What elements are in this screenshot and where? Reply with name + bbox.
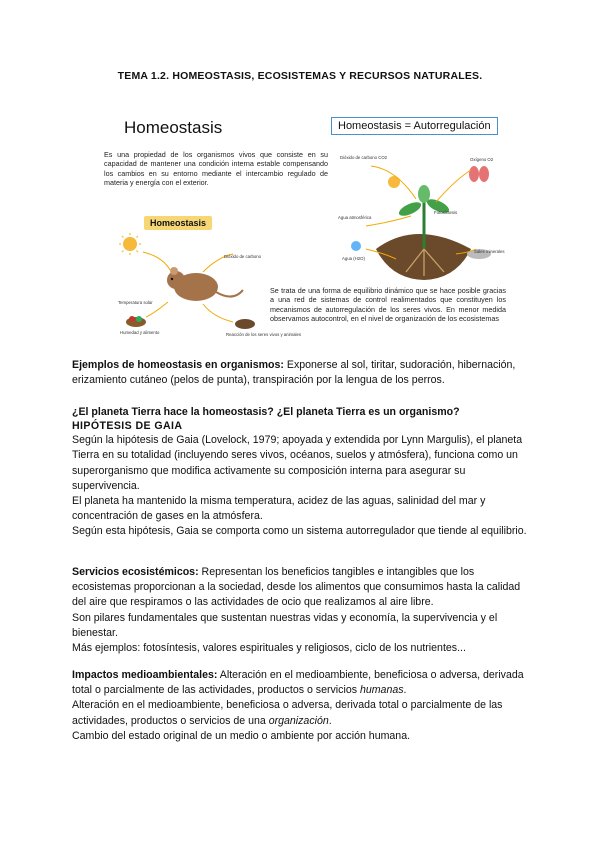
homeostasis-figure <box>100 112 510 347</box>
plant-label: Agua atmosférica <box>338 215 372 220</box>
animal-label: Dióxido de carbono <box>224 254 262 259</box>
figure-heading: Homeostasis <box>124 118 223 137</box>
figure-box-label: Homeostasis = Autorregulación <box>331 117 498 135</box>
figure-banner: Homeostasis <box>144 216 212 230</box>
impacts-paragraph: Cambio del estado original de un medio o ambiente por acción humana. <box>72 729 411 742</box>
gaia-paragraph: Según esta hipótesis, Gaia se comporta como un sistema autorregulador que tiende al equilibrio. <box>72 525 527 538</box>
services-paragraph <box>72 565 532 611</box>
arrow-icon <box>366 216 411 226</box>
plant-label: Dióxido de carbono CO2 <box>340 155 388 160</box>
impacts-paragraph <box>72 668 532 698</box>
gaia-paragraph: El planeta ha mantenido la misma temperatura, acidez de las aguas, salinidad del mar y concentración de gases en la atmósfera. <box>72 495 486 523</box>
services-label: Servicios ecosistémicos: <box>72 566 199 578</box>
impacts-label: Impactos medioambientales: <box>72 669 218 681</box>
plant-label: Agua (H2O) <box>342 256 365 261</box>
soil-icon <box>235 319 255 329</box>
impacts-section <box>72 668 532 744</box>
impacts-text: Alteración en el medioambiente, beneficiosa o adversa, derivada total o parcialmente de las actividades, productos o servicios de una <box>72 699 503 727</box>
animal-label: Humedad y alimento <box>120 330 160 335</box>
examples-label: Ejemplos de homeostasis en organismos: <box>72 359 284 371</box>
plant-label: Oxígeno O2 <box>470 157 494 162</box>
arrow-icon <box>143 252 170 270</box>
gaia-subtitle: HIPÓTESIS DE GAIA <box>72 420 183 433</box>
impacts-text: . <box>328 714 332 727</box>
impacts-text: . <box>403 684 407 697</box>
gaia-section <box>72 405 532 540</box>
examples-text: Exponerse al sol, tiritar, sudoración, hibernación, erizamiento cutáneo (pelos de punta), transpiración por la lengua de los perros. <box>72 359 516 387</box>
gaia-paragraph: Según la hipótesis de Gaia (Lovelock, 1979; apoyada y extendida por Lynn Margulis), el planeta Tierra en su totalidad (incluyendo seres vivos, océanos, suelos y atmósfera), funciona como un superorganismo que modifica activamente su composición interna para asegurar su supervivencia. <box>72 434 523 492</box>
gaia-question: ¿El planeta Tierra hace la homeostasis? ¿El planeta Tierra es un organismo? <box>72 406 460 418</box>
lungs-icon <box>469 166 489 182</box>
services-paragraph: Más ejemplos: fotosíntesis, valores espirituales y religiosos, ciclo de los nutrientes... <box>72 642 466 655</box>
plant-label: Sales minerales <box>474 249 505 254</box>
water-icon <box>351 241 361 251</box>
plant-label: Fotosíntesis <box>434 210 458 215</box>
animal-label: Temperatura solar <box>118 300 153 305</box>
sun-icon <box>119 233 141 255</box>
impacts-text: Alteración en el medioambiente, beneficiosa o adversa, derivada total o parcialmente de las actividades, productos o servicios <box>72 669 524 697</box>
document-title: TEMA 1.2. HOMEOSTASIS, ECOSISTEMAS Y RECURSOS NATURALES. <box>117 70 483 82</box>
arrow-icon <box>203 304 233 322</box>
figure-note: Se trata de una forma de equilibrio dinámico que se hace posible gracias a una red de sistemas de control realimentados que constituyen los mecanismos de autorregulación de los seres vivos. En menor medida observamos autocontrol, en el nivel de organización de los ecosistemas <box>270 286 506 323</box>
arrow-icon <box>436 170 471 202</box>
impacts-emphasis: organización <box>268 714 329 727</box>
figure-definition: Es una propiedad de los organismos vivos que consiste en su capacidad de mantener una condición interna estable compensando los cambios en su entorno mediante el intercambio regulado de materia y energía con el exterior. <box>104 150 328 187</box>
animal-label: Reacción de los seres vivos y animales <box>226 332 301 337</box>
impacts-emphasis: humanas <box>359 684 404 697</box>
impacts-paragraph <box>72 698 532 728</box>
mouse-icon <box>167 267 243 301</box>
services-text: Representan los beneficios tangibles e intangibles que los ecosistemas proporcionan a la sociedad, desde los alimentos que consumimos hasta la calidad del aire que respiramos o las actividades de ocio que realizamos al aire libre. <box>72 566 521 609</box>
examples-paragraph <box>72 358 532 388</box>
mouse-diagram <box>108 232 278 342</box>
services-section <box>72 565 532 656</box>
services-paragraph: Son pilares fundamentales que sustentan nuestras vidas y economía, la supervivencia y el bienestar. <box>72 611 498 639</box>
sun-icon <box>388 176 400 188</box>
plant-icon <box>376 185 471 280</box>
food-icon <box>126 316 146 327</box>
